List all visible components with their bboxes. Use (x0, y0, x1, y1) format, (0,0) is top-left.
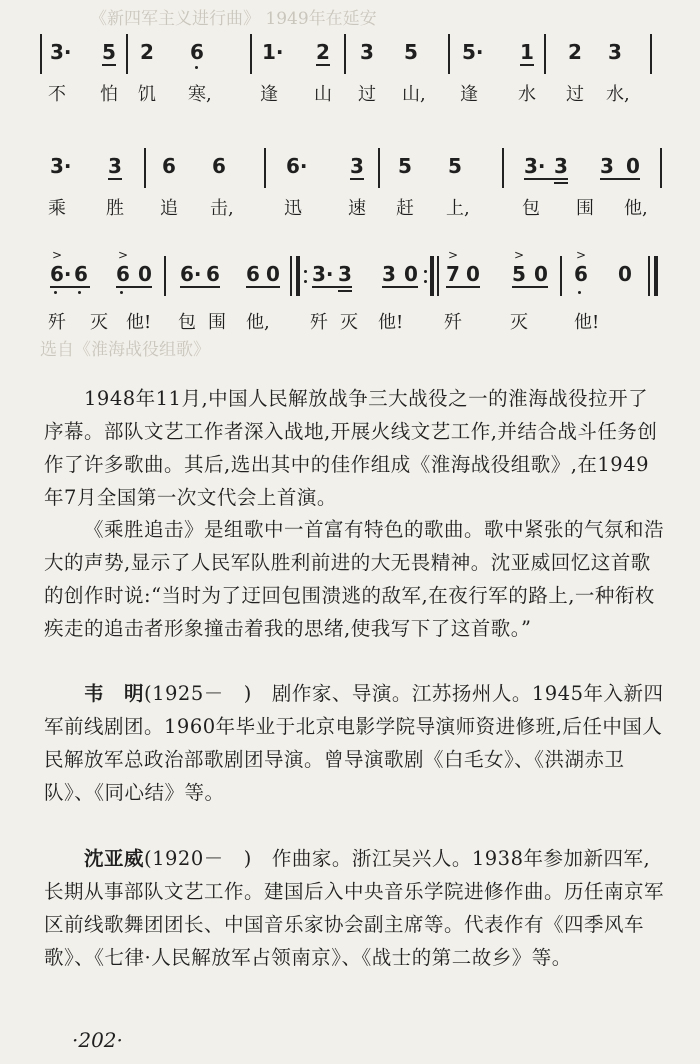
lyric: 他! (574, 312, 600, 333)
repeat-dot (424, 280, 427, 283)
paragraph-huaihai-intro (44, 382, 664, 514)
note: 3 (350, 154, 364, 178)
note: 7 (446, 262, 460, 286)
barline (560, 256, 562, 296)
lyric: 灭 (510, 312, 528, 333)
note: 6· (180, 262, 202, 286)
paragraph-text: 1948年11月,中国人民解放战争三大战役之一的淮海战役拉开了序幕。部队文艺工作者深入战地,开展火线文艺工作,并结合战斗任务创作了许多歌曲。其后,选出其中的佳作组成《淮海战役组歌》,在1949年7月全国第一次文代会上首演。 (44, 387, 658, 509)
underline (312, 286, 352, 288)
barline (650, 34, 652, 74)
note: 6 (190, 40, 204, 64)
lyric: 山 (314, 84, 332, 105)
page-number: ·202· (72, 1028, 123, 1052)
note: 6· (50, 262, 72, 286)
note: 0 (534, 262, 548, 286)
note: 3 (360, 40, 374, 64)
underline (600, 178, 640, 180)
underline (108, 178, 122, 180)
note: 0 (626, 154, 640, 178)
underline (520, 64, 534, 66)
note: 0 (404, 262, 418, 286)
lyric: 乘 (48, 198, 66, 219)
note: 0 (618, 262, 632, 286)
double-underline (338, 290, 352, 292)
barline (448, 34, 450, 74)
low-octave-dot (78, 291, 81, 294)
barline (660, 148, 662, 188)
double-underline (554, 182, 568, 184)
barline (344, 34, 346, 74)
bleed-through-text: 选自《淮海战役组歌》 (40, 340, 210, 360)
paragraph-text: (1920－ ) 作曲家。浙江吴兴人。1938年参加新四军,长期从事部队文艺工作。建国后入中央音乐学院进修作曲。历任南京军区前线歌舞团团长、中国音乐家协会副主席等。代表作有《四季风车歌》、《七律·人民解放军占领南京》、《战士的第二故乡》等。 (44, 847, 665, 969)
lyric: 灭 (340, 312, 358, 333)
underline (102, 64, 116, 66)
repeat-dot (424, 270, 427, 273)
barline (40, 34, 42, 74)
lyric: 灭 (90, 312, 108, 333)
accent-mark: > (576, 248, 587, 262)
repeat-barline (296, 256, 300, 296)
note: 0 (138, 262, 152, 286)
underline (116, 286, 152, 288)
lyric: 山, (402, 84, 426, 105)
paragraph-text: (1925－ ) 剧作家、导演。江苏扬州人。1945年入新四军前线剧团。1960年毕业于北京电影学院导演师资进修班,后任中国人民解放军总政治部歌剧团导演。曾导演歌剧《白毛女》、《洪湖赤卫队》、《同心结》等。 (44, 682, 664, 804)
note: 5· (462, 40, 484, 64)
lyric: 他! (126, 312, 152, 333)
lyric: 怕 (100, 84, 118, 105)
note: 2 (316, 40, 330, 64)
lyric: 饥 (138, 84, 156, 105)
note: 3 (382, 262, 396, 286)
low-octave-dot (120, 291, 123, 294)
note: 6 (574, 262, 588, 286)
lyric: 他, (246, 312, 270, 333)
underline (512, 286, 548, 288)
underline (446, 286, 480, 288)
repeat-dot (304, 280, 307, 283)
lyric: 逢 (260, 84, 278, 105)
barline (144, 148, 146, 188)
lyric: 包 (522, 198, 540, 219)
lyric: 围 (208, 312, 226, 333)
note: 5 (512, 262, 526, 286)
note: 3· (50, 40, 72, 64)
note: 3 (554, 154, 568, 178)
lyric: 过 (358, 84, 376, 105)
note: 3 (338, 262, 352, 286)
accent-mark: > (514, 248, 525, 262)
underline (524, 178, 568, 180)
note: 6· (286, 154, 308, 178)
barline (544, 34, 546, 74)
accent-mark: > (118, 248, 129, 262)
paragraph-song-description (44, 513, 664, 645)
barline (250, 34, 252, 74)
lyric: 追 (160, 198, 178, 219)
bleed-through-text: 《新四军主义进行曲》 1949年在延安 (90, 9, 377, 29)
paragraph-text: 《乘胜追击》是组歌中一首富有特色的歌曲。歌中紧张的气氛和浩大的声势,显示了人民军队胜利前进的大无畏精神。沈亚威回忆这首歌的创作时说:“当时为了迂回包围溃逃的敌军,在夜行军的路上,一种衔枚疾走的追击者形象撞击着我的思绪,使我写下了这首歌。” (44, 518, 665, 640)
barline (648, 256, 650, 296)
score-line-2 (40, 148, 680, 218)
lyric: 围 (576, 198, 594, 219)
lyric: 歼 (310, 312, 328, 333)
score-line-3 (40, 248, 680, 333)
barline (502, 148, 504, 188)
lyric: 歼 (444, 312, 462, 333)
note: 3 (608, 40, 622, 64)
barline (126, 34, 128, 74)
accent-mark: > (448, 248, 459, 262)
barline (378, 148, 380, 188)
low-octave-dot (578, 291, 581, 294)
paragraph-author-wei-ming (44, 677, 664, 809)
lyric: 过 (566, 84, 584, 105)
repeat-dot (304, 270, 307, 273)
underline (246, 286, 280, 288)
composer-name: 沈亚威 (84, 847, 145, 870)
lyric: 他! (378, 312, 404, 333)
note: 6 (74, 262, 88, 286)
paragraph-composer-shen-yawei (44, 842, 664, 974)
repeat-barline (430, 256, 434, 296)
final-barline (654, 256, 658, 296)
author-name: 韦 明 (84, 682, 145, 705)
note: 5 (448, 154, 462, 178)
lyric: 逢 (460, 84, 478, 105)
note: 3· (524, 154, 546, 178)
note: 6 (212, 154, 226, 178)
lyric: 赶 (396, 198, 414, 219)
low-octave-dot (195, 66, 198, 69)
underline (316, 64, 330, 66)
score-line-1 (40, 34, 680, 104)
note: 1 (520, 40, 534, 64)
lyric: 上, (446, 198, 470, 219)
note: 5 (102, 40, 116, 64)
note: 2 (140, 40, 154, 64)
note: 3 (108, 154, 122, 178)
barline (164, 256, 166, 296)
note: 3 (600, 154, 614, 178)
note: 1· (262, 40, 284, 64)
underline (382, 286, 418, 288)
note: 6 (116, 262, 130, 286)
lyric: 水 (518, 84, 536, 105)
note: 6 (206, 262, 220, 286)
lyric: 迅 (284, 198, 302, 219)
underline (350, 178, 364, 180)
note: 6 (162, 154, 176, 178)
barline (264, 148, 266, 188)
underline (180, 286, 220, 288)
underline (50, 286, 90, 288)
lyric: 水, (606, 84, 630, 105)
note: 3· (50, 154, 72, 178)
note: 5 (398, 154, 412, 178)
lyric: 包 (178, 312, 196, 333)
accent-mark: > (52, 248, 63, 262)
note: 3· (312, 262, 334, 286)
barline (290, 256, 292, 296)
note: 6 (246, 262, 260, 286)
lyric: 胜 (106, 198, 124, 219)
note: 0 (266, 262, 280, 286)
lyric: 歼 (48, 312, 66, 333)
lyric: 他, (624, 198, 648, 219)
lyric: 速 (348, 198, 366, 219)
note: 5 (404, 40, 418, 64)
barline (437, 256, 439, 296)
note: 0 (466, 262, 480, 286)
lyric: 击, (210, 198, 234, 219)
lyric: 寒, (188, 84, 212, 105)
low-octave-dot (54, 291, 57, 294)
note: 2 (568, 40, 582, 64)
lyric: 不 (48, 84, 66, 105)
